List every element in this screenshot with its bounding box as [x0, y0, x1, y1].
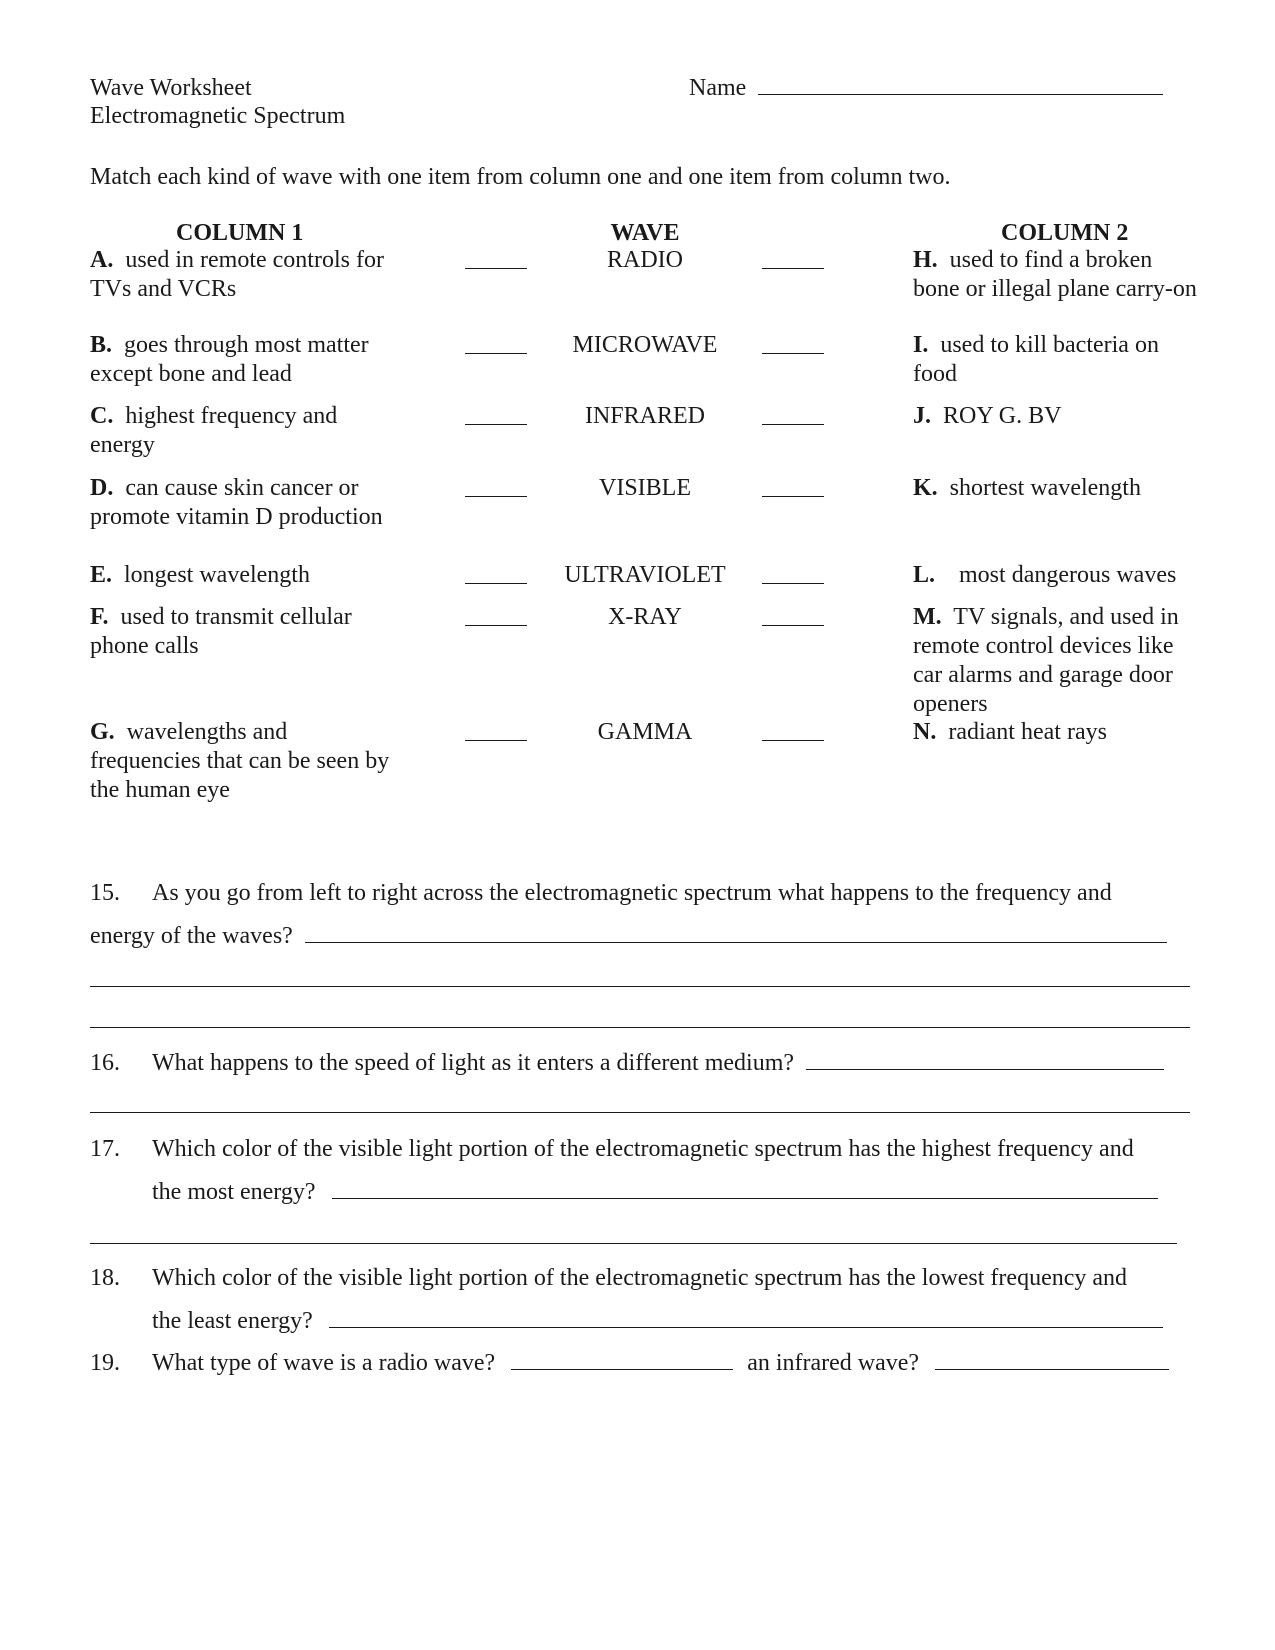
worksheet-subtitle: Electromagnetic Spectrum: [90, 103, 346, 129]
name-label: Name: [689, 75, 747, 101]
wave-name: ULTRAVIOLET: [564, 562, 726, 588]
question-number: 15.: [90, 880, 120, 906]
question-number: 16.: [90, 1050, 120, 1076]
question-number: 19.: [90, 1350, 120, 1376]
question-15-line-2: [90, 922, 1167, 950]
column-1-item: F. used to transmit cellular phone calls: [90, 604, 352, 659]
answer-blank-left[interactable]: [465, 724, 527, 741]
wave-name: X-RAY: [608, 604, 682, 630]
name-field[interactable]: [689, 74, 1163, 102]
wave-name: MICROWAVE: [572, 332, 718, 358]
question-17-line-2: [152, 1178, 1158, 1206]
answer-blank[interactable]: [332, 1178, 1158, 1199]
wave-name: VISIBLE: [599, 475, 691, 501]
column-1-item: C. highest frequency and energy: [90, 403, 338, 458]
answer-blank-right[interactable]: [762, 408, 824, 425]
radio-wave-answer-blank[interactable]: [511, 1349, 733, 1370]
answer-blank-left[interactable]: [465, 480, 527, 497]
column-2-item: K. shortest wavelength: [913, 475, 1141, 501]
column-1-item: D. can cause skin cancer or promote vitamin D production: [90, 475, 383, 530]
answer-blank-left[interactable]: [465, 609, 527, 626]
answer-blank-left[interactable]: [465, 252, 527, 269]
name-blank[interactable]: [758, 74, 1163, 95]
worksheet-header: [90, 74, 345, 130]
wave-name: GAMMA: [597, 719, 693, 745]
column-2-item: L. most dangerous waves: [913, 562, 1177, 588]
column-1-item: E. longest wavelength: [90, 562, 310, 588]
question-text: What type of wave is a radio wave? an infrared wave?: [152, 1349, 1169, 1377]
question-text: As you go from left to right across the electromagnetic spectrum what happens to the frequency and: [152, 880, 1112, 906]
column-2-item: M. TV signals, and used in remote control devices like car alarms and garage door openers: [913, 604, 1179, 717]
question-text: the least energy?: [152, 1308, 313, 1334]
column-2-item: J. ROY G. BV: [913, 403, 1062, 429]
answer-blank-right[interactable]: [762, 337, 824, 354]
answer-line[interactable]: [90, 1027, 1190, 1028]
column-1-header: COLUMN 1: [176, 220, 304, 246]
worksheet-title: Wave Worksheet: [90, 75, 252, 101]
question-text: Which color of the visible light portion of the electromagnetic spectrum has the lowest frequency and: [152, 1265, 1128, 1291]
question-text: energy of the waves?: [90, 923, 293, 949]
answer-blank-right[interactable]: [762, 567, 824, 584]
question-18-line-2: [152, 1307, 1163, 1335]
column-1-item: A. used in remote controls for TVs and VCRs: [90, 247, 384, 302]
question-text: What happens to the speed of light as it enters a different medium?: [152, 1049, 1164, 1077]
wave-name: INFRARED: [584, 403, 705, 429]
column-1-item: G. wavelengths and frequencies that can be seen by the human eye: [90, 719, 390, 803]
column-2-item: H. used to find a broken bone or illegal plane carry-on: [913, 247, 1197, 302]
answer-blank[interactable]: [806, 1049, 1164, 1070]
question-text: the most energy?: [152, 1179, 316, 1205]
answer-blank-left[interactable]: [465, 337, 527, 354]
answer-line[interactable]: [90, 1112, 1190, 1113]
instructions: Match each kind of wave with one item from column one and one item from column two.: [90, 164, 951, 190]
column-1-item: B. goes through most matter except bone and lead: [90, 332, 369, 387]
answer-blank-right[interactable]: [762, 480, 824, 497]
question-number: 17.: [90, 1136, 120, 1162]
answer-blank-right[interactable]: [762, 609, 824, 626]
answer-blank[interactable]: [305, 922, 1167, 943]
answer-blank[interactable]: [329, 1307, 1163, 1328]
answer-blank-right[interactable]: [762, 724, 824, 741]
infrared-wave-answer-blank[interactable]: [935, 1349, 1169, 1370]
question-number: 18.: [90, 1265, 120, 1291]
answer-blank-left[interactable]: [465, 567, 527, 584]
answer-line[interactable]: [90, 986, 1190, 987]
column-2-header: COLUMN 2: [1001, 220, 1129, 246]
answer-blank-right[interactable]: [762, 252, 824, 269]
wave-name: RADIO: [607, 247, 683, 273]
wave-header: WAVE: [610, 220, 680, 246]
answer-blank-left[interactable]: [465, 408, 527, 425]
column-2-item: N. radiant heat rays: [913, 719, 1107, 745]
question-text: Which color of the visible light portion of the electromagnetic spectrum has the highest frequency and: [152, 1136, 1134, 1162]
answer-line[interactable]: [90, 1243, 1177, 1244]
column-2-item: I. used to kill bacteria on food: [913, 332, 1159, 387]
